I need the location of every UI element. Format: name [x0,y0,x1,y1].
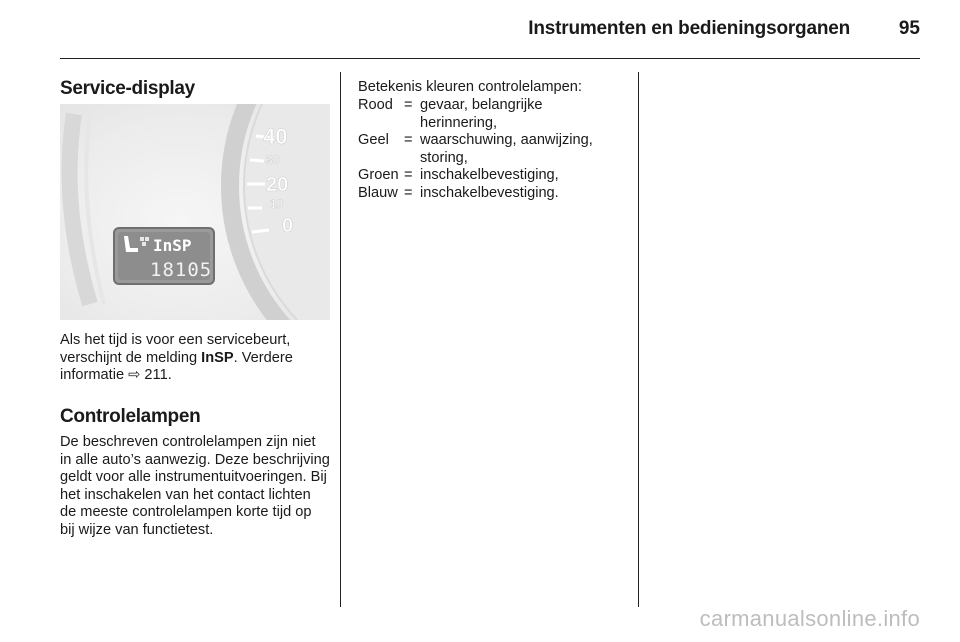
color-description: waarschuwing, aanwijzing, storing, [420,132,593,166]
service-display-heading: Service-display [60,78,195,99]
color-description: inschakelbevestiging, [420,167,559,183]
lcd-odometer: 18105 [150,259,213,281]
instrument-cluster-illustration [60,104,330,320]
gauge-label-30: 30 [266,153,280,167]
header-title: Instrumenten en bedieningsorganen [528,18,850,39]
color-name: Geel [358,132,389,148]
color-name: Groen [358,167,399,183]
header-rule [60,58,920,59]
service-text-part1: Als het tijd is voor een servicebeurt, verschijnt de melding [60,332,291,366]
equals-sign: = [404,184,413,201]
equals-sign: = [404,97,413,113]
gauge-label-0: 0 [282,215,294,237]
page-reference-arrow-icon: ⇨ [128,367,141,383]
column-divider-right [638,72,639,607]
color-name: Blauw [358,184,398,201]
control-lamps-heading: Controlelampen [60,406,201,427]
table-row [358,167,600,185]
color-meaning-table [358,97,600,202]
watermark: carmanualsonline.info [699,606,920,631]
page-number: 95 [898,18,920,39]
equals-sign: = [404,132,413,148]
color-description: inschakelbevestiging. [420,184,559,201]
gauge-label-20: 20 [266,174,289,196]
color-meaning-intro: Betekenis kleuren controlelampen: [358,79,582,95]
page-reference-number[interactable]: 211. [140,367,172,383]
service-display-figure [60,104,330,320]
page-header [60,16,920,46]
column-divider-left [340,72,341,607]
color-description: gevaar, belangrijke herinnering, [420,97,543,131]
control-lamps-text: De beschreven controlelampen zijn niet in alle auto’s aanwezig. Deze beschrijving geldt voor alle instrumentuitvoeringen. Bij het inschakelen van het contact lichten de meeste controlelampen korte tijd op bij wijze van functietest. [60,434,330,538]
table-row [358,97,600,132]
service-text-part2: . Verdere informatie [60,349,293,383]
table-row [358,132,600,167]
lcd-message: InSP [153,236,192,255]
service-display-text [60,332,330,385]
gauge-label-40: 40 [263,124,288,149]
gauge-label-10: 10 [270,197,284,211]
equals-sign: = [404,167,413,183]
color-name: Rood [358,97,393,113]
service-highlight-insp: InSP [201,349,234,366]
table-row [358,185,600,203]
